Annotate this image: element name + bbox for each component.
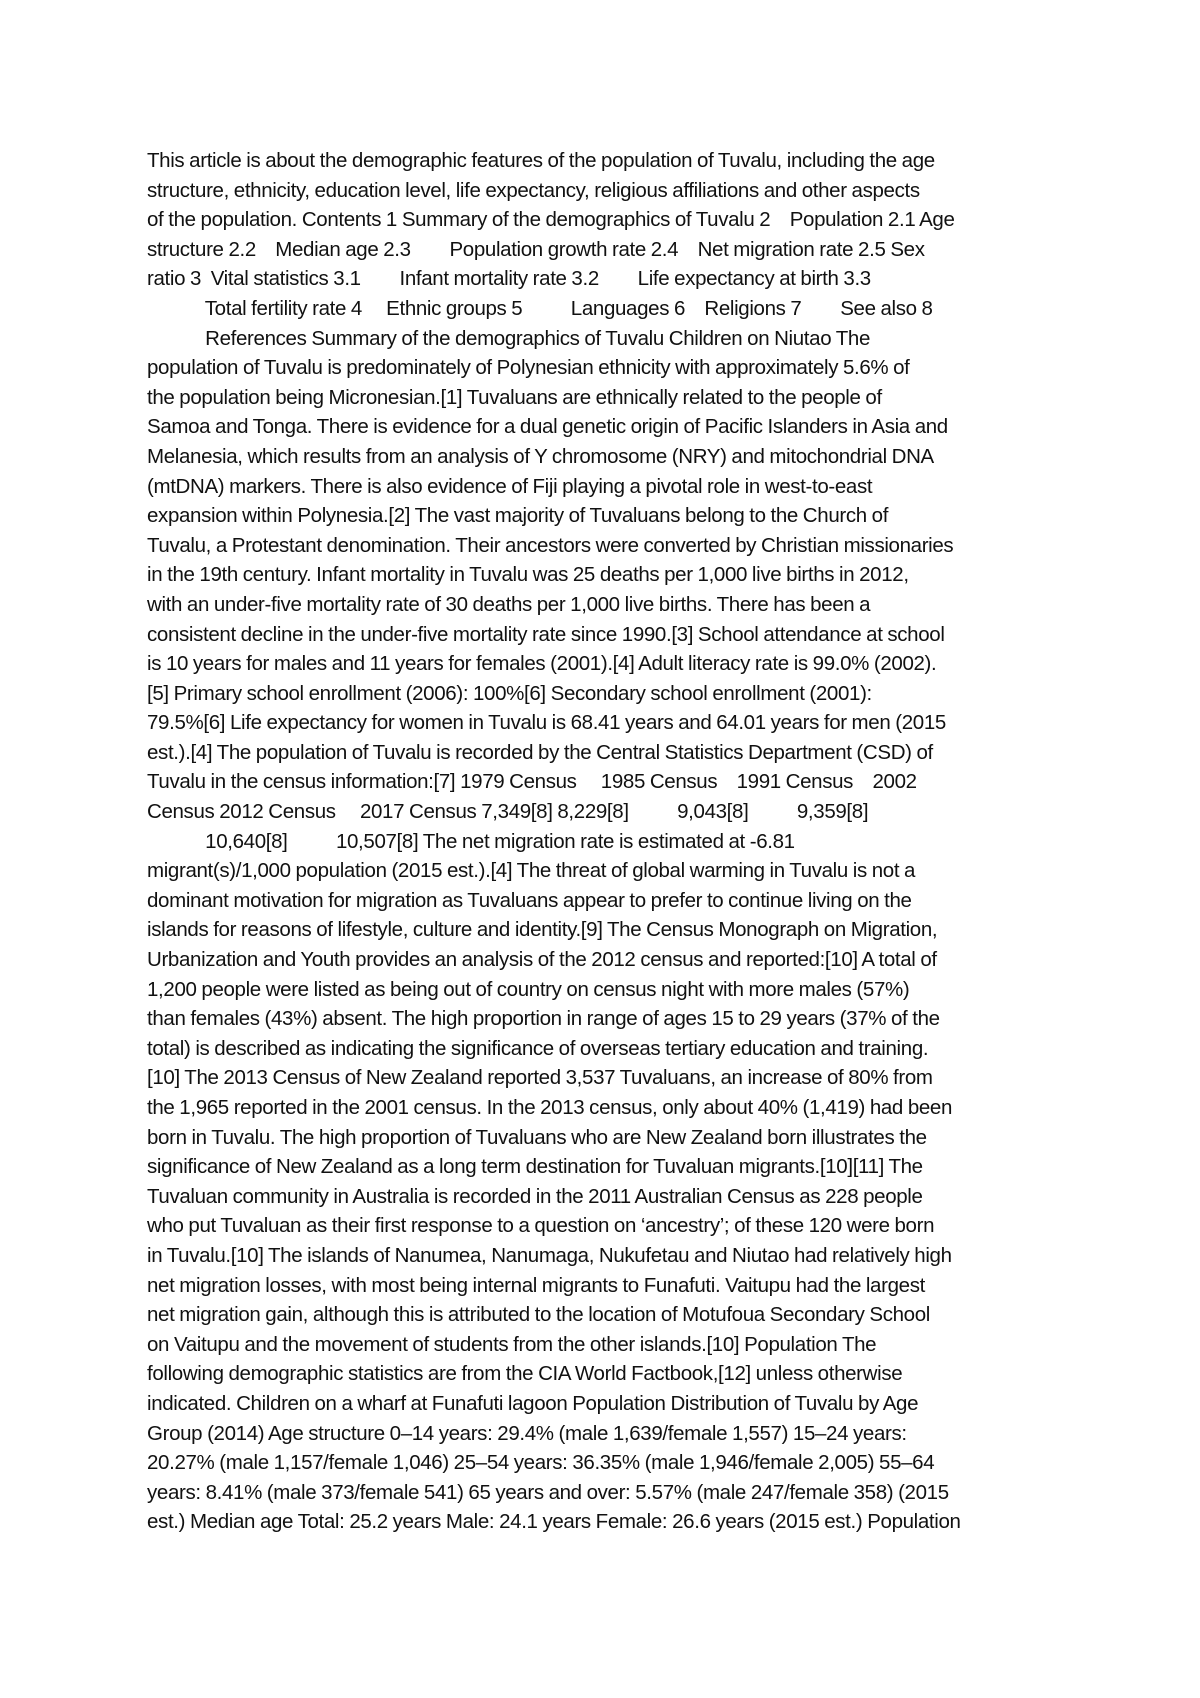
text-line: dominant motivation for migration as Tuvaluans appear to prefer to continue living on the bbox=[147, 888, 912, 912]
text-line: structure, ethnicity, education level, life expectancy, religious affiliations and other aspects bbox=[147, 178, 920, 202]
text-line: population of Tuvalu is predominately of Polynesian ethnicity with approximately 5.6% of bbox=[147, 356, 910, 380]
text-line: 10,640[8] 10,507[8] The net migration rate is estimated at -6.81 bbox=[147, 829, 795, 853]
text-line: following demographic statistics are from the CIA World Factbook,[12] unless otherwise bbox=[147, 1362, 903, 1386]
text-line: who put Tuvaluan as their first response to a question on ‘ancestry’; of these 120 were born bbox=[147, 1214, 935, 1238]
text-line: est.).[4] The population of Tuvalu is recorded by the Central Statistics Department (CSD) of bbox=[147, 740, 933, 764]
text-line: significance of New Zealand as a long term destination for Tuvaluan migrants.[10][11] The bbox=[147, 1155, 923, 1179]
text-line: [5] Primary school enrollment (2006): 100%[6] Secondary school enrollment (2001): bbox=[147, 681, 872, 705]
text-line: est.) Median age Total: 25.2 years Male: 24.1 years Female: 26.6 years (2015 est.) Population bbox=[147, 1510, 961, 1534]
text-line: Total fertility rate 4 Ethnic groups 5 Languages 6 Religions 7 See also 8 bbox=[147, 296, 933, 320]
text-line: Census 2012 Census 2017 Census 7,349[8] 8,229[8] 9,043[8] 9,359[8] bbox=[147, 800, 869, 824]
text-line: 1,200 people were listed as being out of country on census night with more males (57%) bbox=[147, 977, 910, 1001]
text-line: Urbanization and Youth provides an analysis of the 2012 census and reported:[10] A total of bbox=[147, 948, 937, 972]
text-line: in the 19th century. Infant mortality in Tuvalu was 25 deaths per 1,000 live births in 2012, bbox=[147, 563, 909, 587]
text-line: [10] The 2013 Census of New Zealand reported 3,537 Tuvaluans, an increase of 80% from bbox=[147, 1066, 933, 1090]
text-line: Melanesia, which results from an analysis of Y chromosome (NRY) and mitochondrial DNA bbox=[147, 444, 934, 468]
text-line: years: 8.41% (male 373/female 541) 65 years and over: 5.57% (male 247/female 358) (2015 bbox=[147, 1480, 949, 1504]
text-line: This article is about the demographic features of the population of Tuvalu, including the age bbox=[147, 149, 935, 172]
text-line: 79.5%[6] Life expectancy for women in Tuvalu is 68.41 years and 64.01 years for men (2015 bbox=[147, 711, 946, 735]
text-line: Tuvalu in the census information:[7] 1979 Census 1985 Census 1991 Census 2002 bbox=[147, 770, 917, 794]
text-line: with an under-five mortality rate of 30 deaths per 1,000 live births. There has been a bbox=[147, 592, 871, 616]
text-line: in Tuvalu.[10] The islands of Nanumea, Nanumaga, Nukufetau and Niutao had relatively high bbox=[147, 1243, 952, 1267]
text-line: net migration gain, although this is attributed to the location of Motufoua Secondary School bbox=[147, 1303, 930, 1327]
text-line: indicated. Children on a wharf at Funafuti lagoon Population Distribution of Tuvalu by Age bbox=[147, 1391, 919, 1415]
body-text bbox=[147, 146, 1067, 1537]
text-line: migrant(s)/1,000 population (2015 est.).[4] The threat of global warming in Tuvalu is not a bbox=[147, 859, 916, 883]
text-line: Group (2014) Age structure 0–14 years: 29.4% (male 1,639/female 1,557) 15–24 years: bbox=[147, 1421, 907, 1445]
text-line: (mtDNA) markers. There is also evidence of Fiji playing a pivotal role in west-to-east bbox=[147, 474, 873, 498]
text-line: the 1,965 reported in the 2001 census. In the 2013 census, only about 40% (1,419) had been bbox=[147, 1096, 953, 1119]
text-line: ratio 3 Vital statistics 3.1 Infant mortality rate 3.2 Life expectancy at birth 3.3 bbox=[147, 267, 871, 291]
text-line: References Summary of the demographics of Tuvalu Children on Niutao The bbox=[147, 326, 871, 350]
text-line: islands for reasons of lifestyle, culture and identity.[9] The Census Monograph on Migration, bbox=[147, 918, 938, 942]
text-line: born in Tuvalu. The high proportion of Tuvaluans who are New Zealand born illustrates the bbox=[147, 1125, 927, 1149]
text-line: than females (43%) absent. The high proportion in range of ages 15 to 29 years (37% of the bbox=[147, 1007, 940, 1031]
text-line: of the population. Contents 1 Summary of the demographics of Tuvalu 2 Population 2.1 Age bbox=[147, 208, 955, 232]
text-line: on Vaitupu and the movement of students from the other islands.[10] Population The bbox=[147, 1332, 877, 1356]
text-line: net migration losses, with most being internal migrants to Funafuti. Vaitupu had the largest bbox=[147, 1273, 925, 1297]
text-line: Tuvalu, a Protestant denomination. Their ancestors were converted by Christian missionaries bbox=[147, 533, 954, 557]
text-line: structure 2.2 Median age 2.3 Population growth rate 2.4 Net migration rate 2.5 Sex bbox=[147, 237, 925, 261]
text-line: expansion within Polynesia.[2] The vast majority of Tuvaluans belong to the Church of bbox=[147, 504, 889, 528]
text-line: consistent decline in the under-five mortality rate since 1990.[3] School attendance at school bbox=[147, 622, 945, 646]
text-line: the population being Micronesian.[1] Tuvaluans are ethnically related to the people of bbox=[147, 385, 882, 409]
text-line: 20.27% (male 1,157/female 1,046) 25–54 years: 36.35% (male 1,946/female 2,005) 55–64 bbox=[147, 1451, 935, 1475]
text-line: total) is described as indicating the significance of overseas tertiary education and training. bbox=[147, 1036, 929, 1060]
text-line: Tuvaluan community in Australia is recorded in the 2011 Australian Census as 228 people bbox=[147, 1184, 923, 1208]
text-line: is 10 years for males and 11 years for females (2001).[4] Adult literacy rate is 99.0% (2002). bbox=[147, 652, 937, 676]
text-line: Samoa and Tonga. There is evidence for a dual genetic origin of Pacific Islanders in Asia and bbox=[147, 415, 948, 439]
